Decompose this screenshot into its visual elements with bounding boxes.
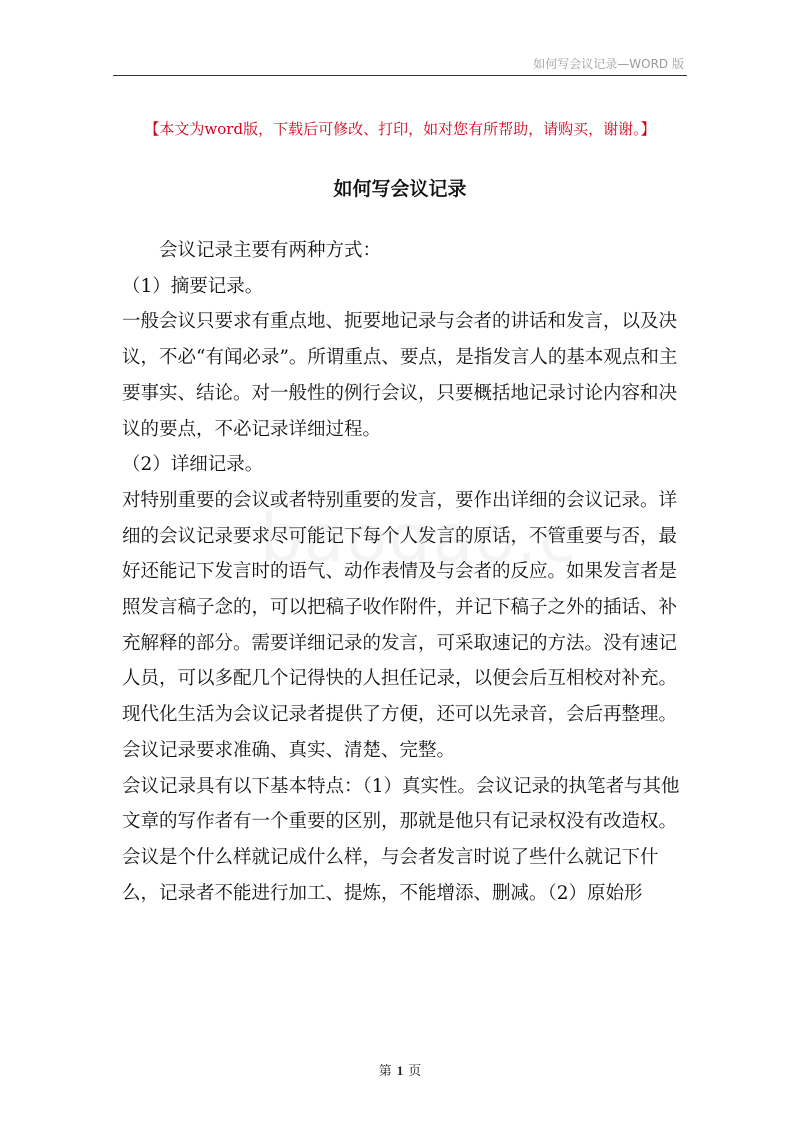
detailed-paragraph: 对特别重要的会议或者特别重要的发言，要作出详细的会议记录。详细的会议记录要求尽可能记下每个人发言的原话，不管重要与否，最好还能记下发言时的语气、动作表情及与会者的反应。如果发言者是照发言稿子念的，可以把稿子收作附件，并记下稿子之外的插话、补充解释的部分。需要详细记录的发言，可采取速记的方法。没有速记人员，可以多配几个记得快的人担任记录，以便会后互相校对补充。现代化生活为会议记录者提供了方便，还可以先录音，会后再整理。会议记录要求准确、真实、清楚、完整。: [122, 489, 678, 761]
intro-paragraph: 会议记录主要有两种方式：: [159, 240, 382, 261]
page-prefix: 第: [378, 1064, 392, 1079]
document-body: [122, 233, 682, 911]
page-suffix: 页: [408, 1064, 422, 1079]
page-number: 1: [396, 1063, 404, 1078]
running-header: 如何写会议记录—WORD 版: [533, 57, 684, 71]
header-divider: [113, 75, 687, 76]
summary-paragraph: 一般会议只要求有重点地、扼要地记录与会者的讲话和发言，以及决议，不必“有闻必录”。所谓重点、要点，是指发言人的基本观点和主要事实、结论。对一般性的例行会议，只要概括地记录讨论内容和决议的要点，不必记录详细过程。: [122, 311, 678, 440]
section-heading-summary: （1）摘要记录。: [122, 275, 264, 297]
purchase-notice: 【本文为word版，下载后可修改、打印，如对您有所帮助，请购买，谢谢。】: [144, 120, 656, 138]
document-title: 如何写会议记录: [333, 178, 467, 200]
features-paragraph: 会议记录具有以下基本特点：（1）真实性。会议记录的执笔者与其他文章的写作者有一个重要的区别，那就是他只有记录权没有改造权。会议是个什么样就记成什么样，与会者发言时说了些什么就记下什么，记录者不能进行加工、提炼，不能增添、删减。（2）原始形: [122, 775, 680, 904]
section-heading-detailed: （2）详细记录。: [122, 454, 264, 476]
page-footer: [0, 1060, 800, 1079]
